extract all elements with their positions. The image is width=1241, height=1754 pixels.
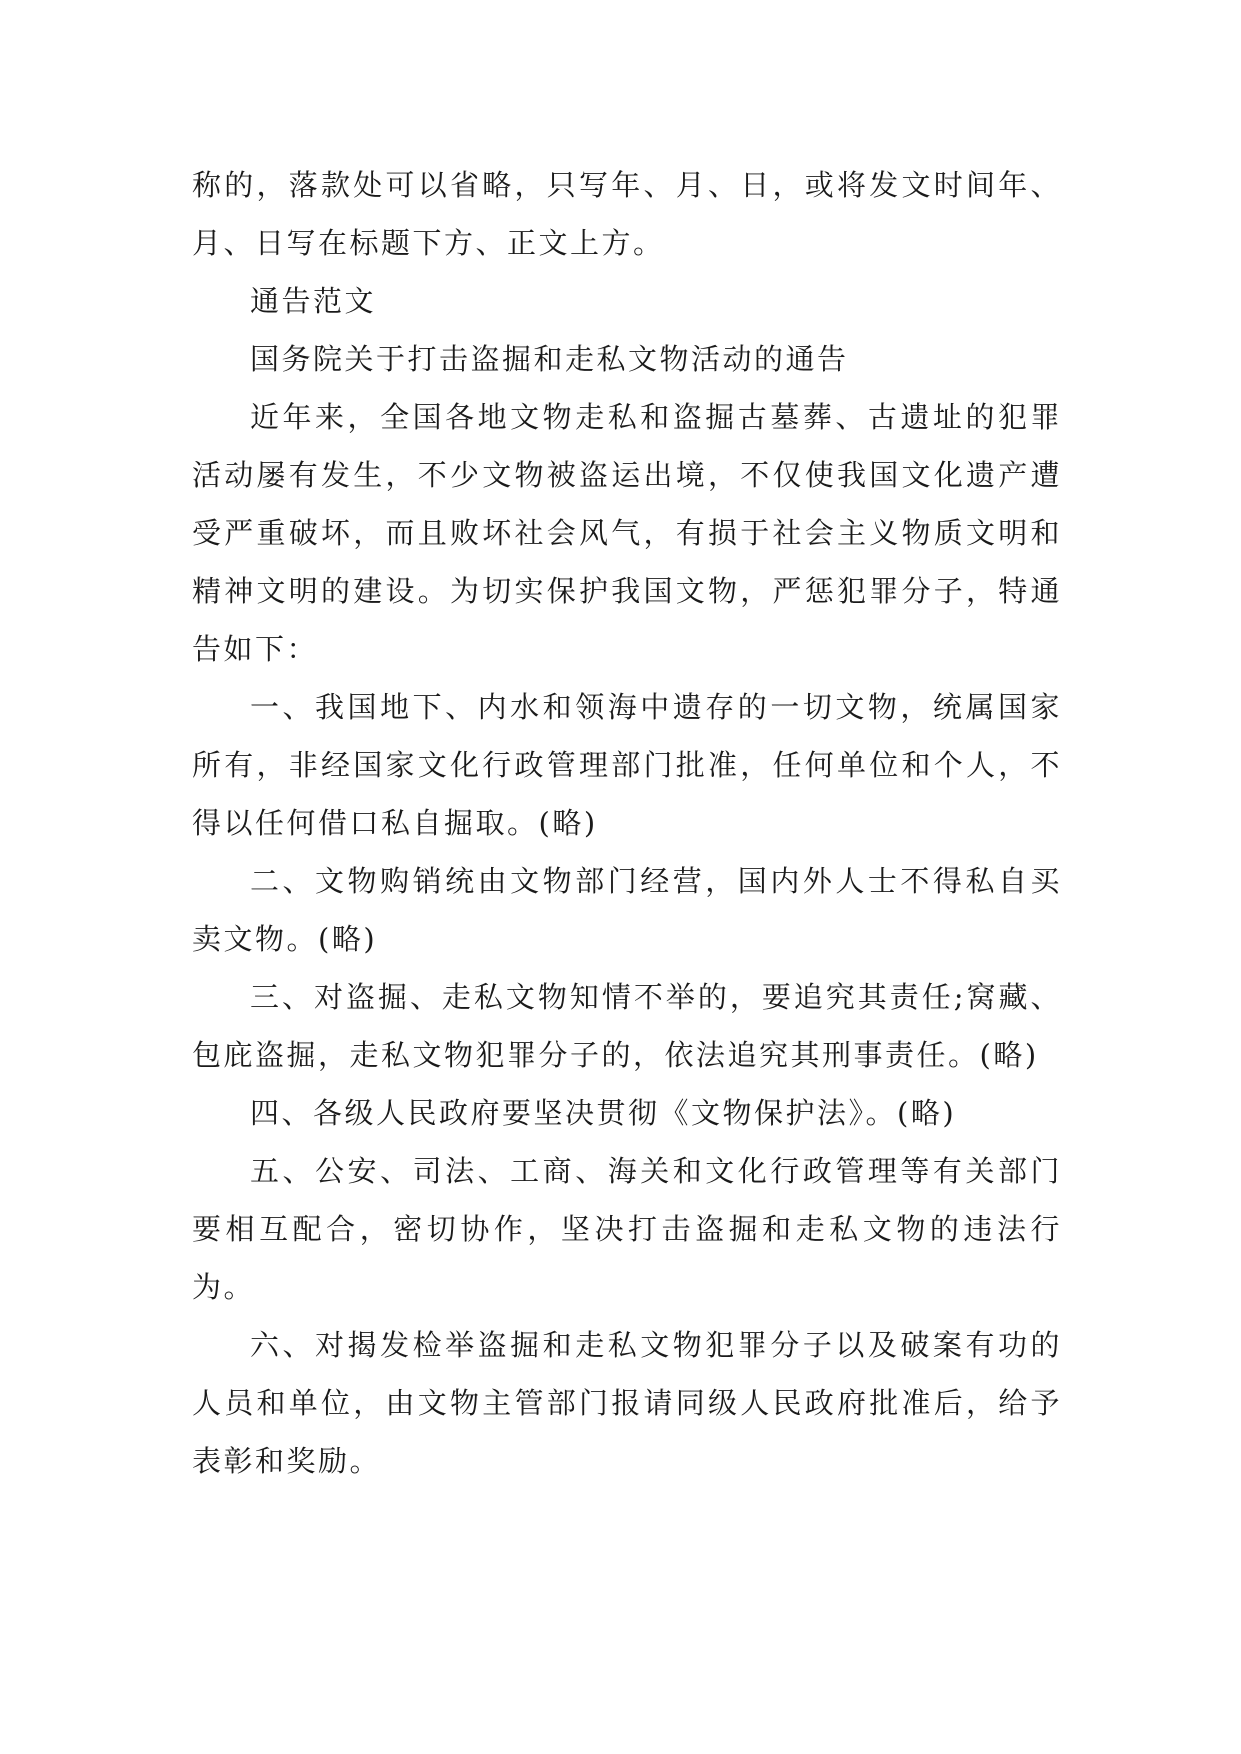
paragraph-item-5: 五、公安、司法、工商、海关和文化行政管理等有关部门要相互配合，密切协作，坚决打击盗掘和走私文物的违法行为。 xyxy=(192,1154,1062,1304)
document-body xyxy=(192,156,1062,1490)
paragraph-item-4: 四、各级人民政府要坚决贯彻《文物保护法》。(略) xyxy=(250,1096,957,1130)
paragraph-continuation: 称的，落款处可以省略，只写年、月、日，或将发文时间年、月、日写在标题下方、正文上方。 xyxy=(192,168,1062,260)
notice-title: 国务院关于打击盗掘和走私文物活动的通告 xyxy=(250,342,849,376)
paragraph-item-2: 二、文物购销统由文物部门经营，国内外人士不得私自买卖文物。(略) xyxy=(192,864,1062,956)
paragraph-item-1: 一、我国地下、内水和领海中遗存的一切文物，统属国家所有，非经国家文化行政管理部门批准，任何单位和个人，不得以任何借口私自掘取。(略) xyxy=(192,690,1062,840)
paragraph-intro: 近年来，全国各地文物走私和盗掘古墓葬、古遗址的犯罪活动屡有发生，不少文物被盗运出境，不仅使我国文化遗产遭受严重破坏，而且败坏社会风气，有损于社会主义物质文明和精神文明的建设。为切实保护我国文物，严惩犯罪分子，特通告如下： xyxy=(192,400,1062,666)
paragraph-item-3: 三、对盗掘、走私文物知情不举的，要追究其责任;窝藏、包庇盗掘，走私文物犯罪分子的，依法追究其刑事责任。(略) xyxy=(192,980,1062,1072)
section-heading: 通告范文 xyxy=(250,284,377,318)
paragraph-item-6: 六、对揭发检举盗掘和走私文物犯罪分子以及破案有功的人员和单位，由文物主管部门报请同级人民政府批准后，给予表彰和奖励。 xyxy=(192,1328,1062,1478)
